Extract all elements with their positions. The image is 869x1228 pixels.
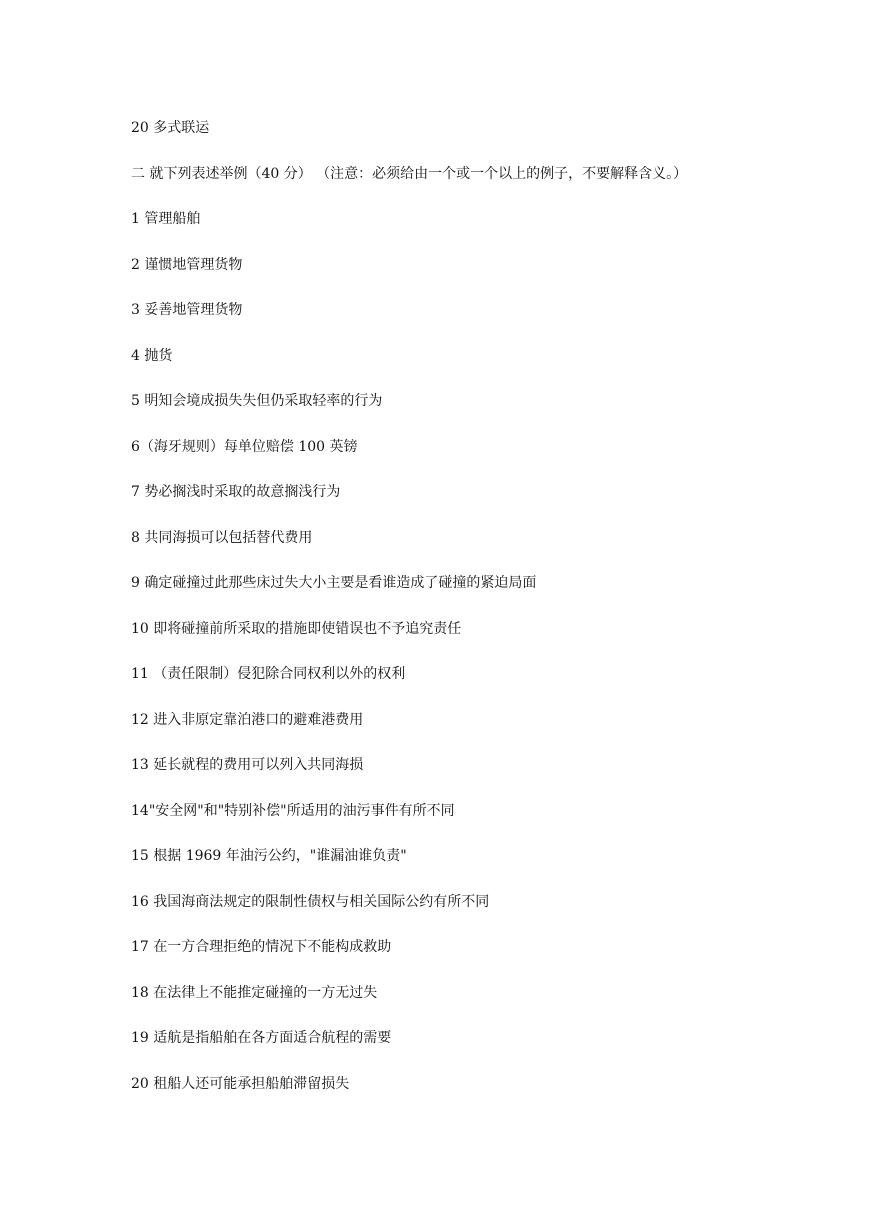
item-line: 18 在法律上不能推定碰撞的一方无过失 (131, 984, 378, 1001)
item-line: 8 共同海损可以包括替代费用 (131, 529, 313, 546)
item-line: 1 管理船舶 (131, 211, 201, 227)
item-line: 9 确定碰撞过此那些床过失大小主要是看谁造成了碰撞的紧迫局面 (131, 575, 537, 591)
item-line: 16 我国海商法规定的限制性债权与相关国际公约有所不同 (131, 893, 490, 910)
item-line: 4 抛货 (131, 347, 173, 364)
item-line: 11 （责任限制）侵犯除合同权利以外的权利 (131, 666, 406, 682)
item-line: 17 在一方合理拒绝的情况下不能构成救助 (131, 939, 392, 955)
item-line: 13 延长就程的费用可以列入共同海损 (131, 757, 364, 773)
item-line: 5 明知会境成损失失但仍采取轻率的行为 (131, 393, 383, 409)
item-line: 2 谨惯地管理货物 (131, 256, 243, 273)
item-line: 6（海牙规则）每单位赔偿 100 英镑 (131, 438, 358, 455)
item-line: 3 妥善地管理货物 (131, 302, 243, 318)
item-line: 12 进入非原定靠泊港口的避难港费用 (131, 711, 364, 728)
item-line: 15 根据 1969 年油污公约，"谁漏油谁负责" (131, 848, 407, 864)
item-line: 10 即将碰撞前所采取的措施即使错误也不予追究责任 (131, 620, 462, 637)
item-line: 14"安全网"和"特别补偿"所适用的油污事件有所不同 (131, 802, 455, 819)
document-body (131, 117, 831, 1118)
item-line: 20 租船人还可能承担船舶滞留损失 (131, 1075, 350, 1092)
section-heading: 二 就下列表述举例（40 分） （注意：必须给由一个或一个以上的例子，不要解释含义。） (131, 165, 688, 182)
item-line: 19 适航是指船舶在各方面适合航程的需要 (131, 1030, 392, 1046)
item-line: 20 多式联运 (131, 120, 210, 136)
item-line: 7 势必搁浅时采取的故意搁浅行为 (131, 484, 341, 500)
